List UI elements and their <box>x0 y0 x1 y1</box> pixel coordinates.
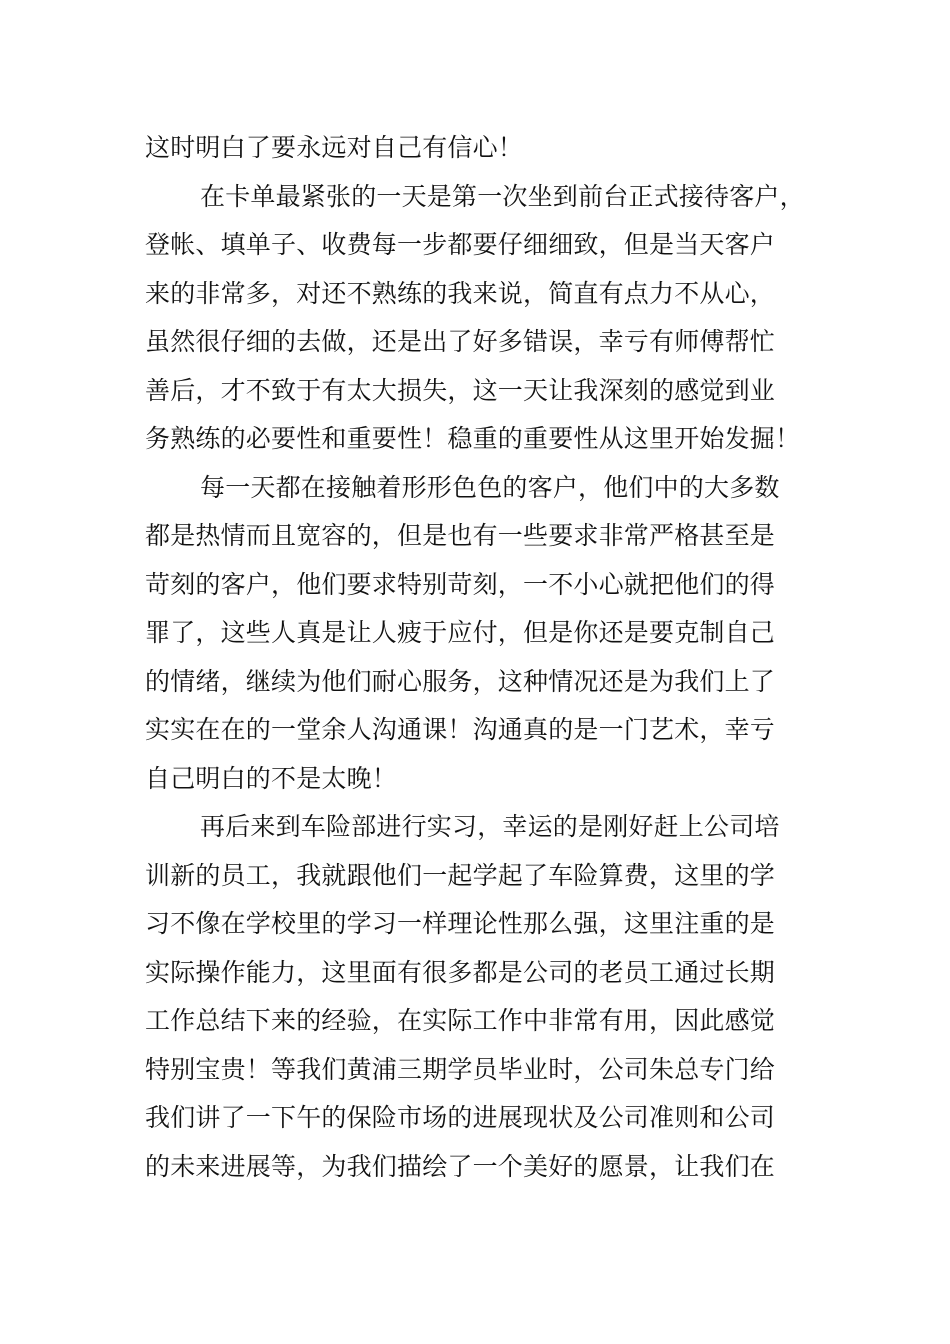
text-line: 都是热情而且宽容的，但是也有一些要求非常严格甚至是 <box>145 521 776 550</box>
text-line: 工作总结下来的经验，在实际工作中非常有用，因此感觉 <box>145 1006 776 1035</box>
text-line: 特别宝贵！等我们黄浦三期学员毕业时，公司朱总专门给 <box>145 1054 776 1084</box>
text-line: 的未来进展等，为我们描绘了一个美好的愿景，让我们在 <box>145 1151 776 1181</box>
text-line: 的情绪，继续为他们耐心服务，这种情况还是为我们上了 <box>145 666 776 696</box>
text-line: 实际操作能力，这里面有很多都是公司的老员工通过长期 <box>145 957 776 987</box>
text-line: 苛刻的客户，他们要求特别苛刻，一不小心就把他们的得 <box>145 569 776 599</box>
text-line: 来的非常多，对还不熟练的我来说，简直有点力不从心， <box>145 278 776 308</box>
text-line: 每一天都在接触着形形色色的客户，他们中的大多数 <box>200 472 780 502</box>
text-line: 我们讲了一下午的保险市场的进展现状及公司准则和公司 <box>145 1103 776 1132</box>
text-line: 登帐、填单子、收费每一步都要仔细细致，但是当天客户 <box>145 230 776 259</box>
text-line: 训新的员工，我就跟他们一起学起了车险算费，这里的学 <box>145 860 776 890</box>
text-line: 自己明白的不是太晚！ <box>145 763 398 793</box>
text-line: 在卡单最紧张的一天是第一次坐到前台正式接待客户， <box>200 181 805 211</box>
text-line: 虽然很仔细的去做，还是出了好多错误，幸亏有师傅帮忙 <box>145 327 776 356</box>
text-line: 罪了，这些人真是让人疲于应付，但是你还是要克制自己 <box>145 618 776 647</box>
text-line: 实实在在的一堂余人沟通课！沟通真的是一门艺术，幸亏 <box>145 715 776 744</box>
text-line: 务熟练的必要性和重要性！稳重的重要性从这里开始发掘！ <box>145 424 801 453</box>
text-line: 这时明白了要永远对自己有信心！ <box>145 133 524 162</box>
text-line: 再后来到车险部进行实习，幸运的是刚好赶上公司培 <box>200 812 780 841</box>
body-text <box>145 124 805 1191</box>
text-line: 习不像在学校里的学习一样理论性那么强，这里注重的是 <box>145 909 776 938</box>
text-line: 善后，才不致于有太大损失，这一天让我深刻的感觉到业 <box>145 375 776 405</box>
